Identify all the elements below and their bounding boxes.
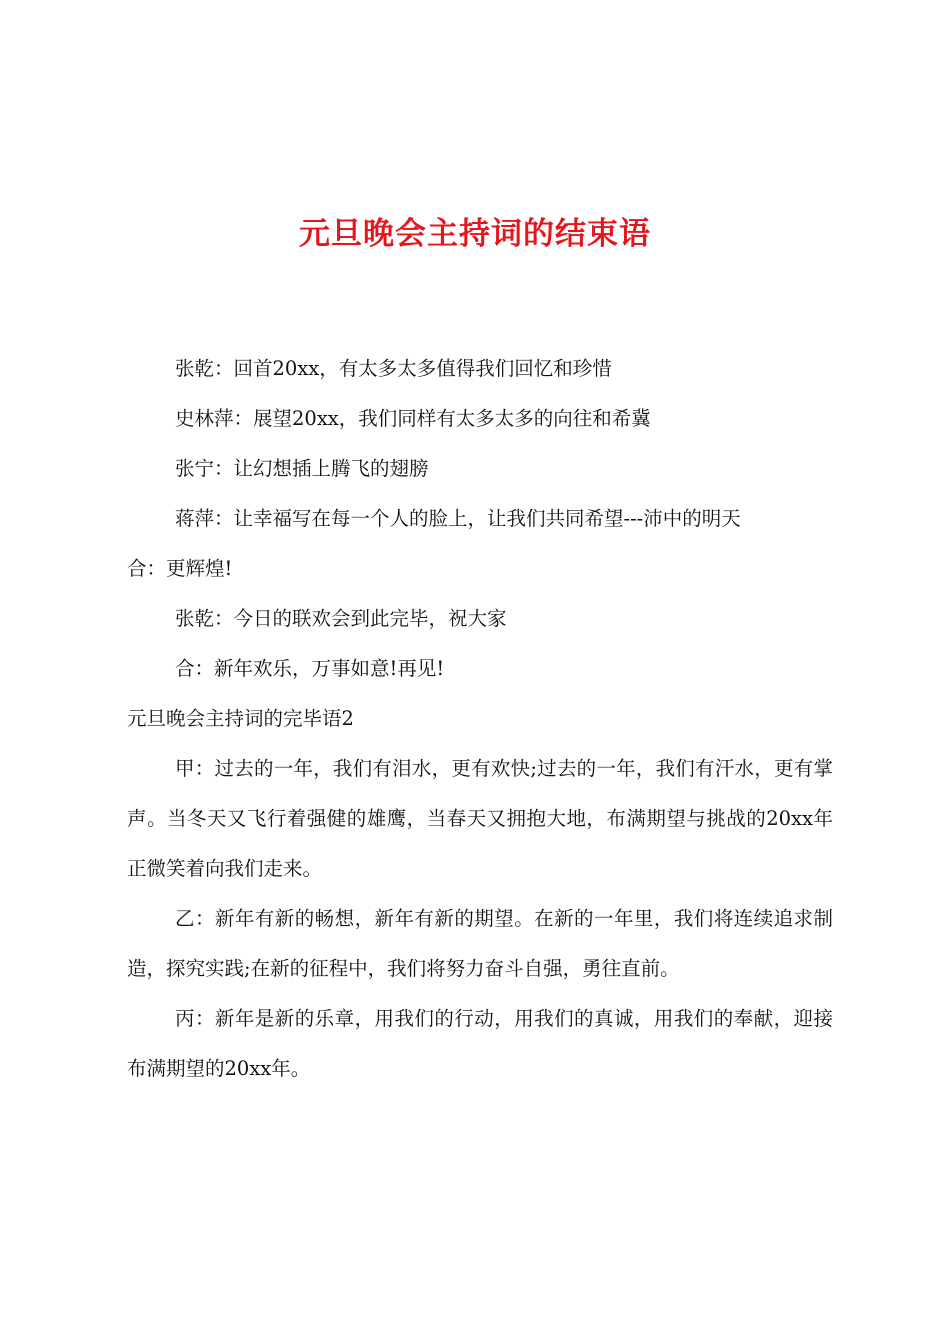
paragraph: 张乾：今日的联欢会到此完毕，祝大家 xyxy=(175,607,507,630)
paragraph: 丙：新年是新的乐章，用我们的行动，用我们的真诚，用我们的奉献，迎接布满期望的20xx年。 xyxy=(127,1007,833,1080)
paragraph: 蒋萍：让幸福写在每一个人的脸上，让我们共同希望---沛中的明天 xyxy=(175,507,741,530)
document-body xyxy=(127,344,833,1094)
paragraph: 史林萍：展望20xx，我们同样有太多太多的向往和希冀 xyxy=(175,407,651,430)
paragraph: 乙：新年有新的畅想，新年有新的期望。在新的一年里，我们将连续追求制造，探究实践;在新的征程中，我们将努力奋斗自强，勇往直前。 xyxy=(127,907,833,980)
paragraph: 张宁：让幻想插上腾飞的翅膀 xyxy=(175,457,429,480)
paragraph: 甲：过去的一年，我们有泪水，更有欢快;过去的一年，我们有汗水，更有掌声。当冬天又飞行着强健的雄鹰，当春天又拥抱大地，布满期望与挑战的20xx年正微笑着向我们走来。 xyxy=(127,757,833,880)
section-heading: 元旦晚会主持词的完毕语2 xyxy=(127,707,354,730)
paragraph: 张乾：回首20xx，有太多太多值得我们回忆和珍惜 xyxy=(175,357,612,380)
paragraph: 合：新年欢乐，万事如意!再见! xyxy=(175,657,445,680)
document-title: 元旦晚会主持词的结束语 xyxy=(299,216,651,252)
paragraph: 合：更辉煌! xyxy=(127,557,233,580)
